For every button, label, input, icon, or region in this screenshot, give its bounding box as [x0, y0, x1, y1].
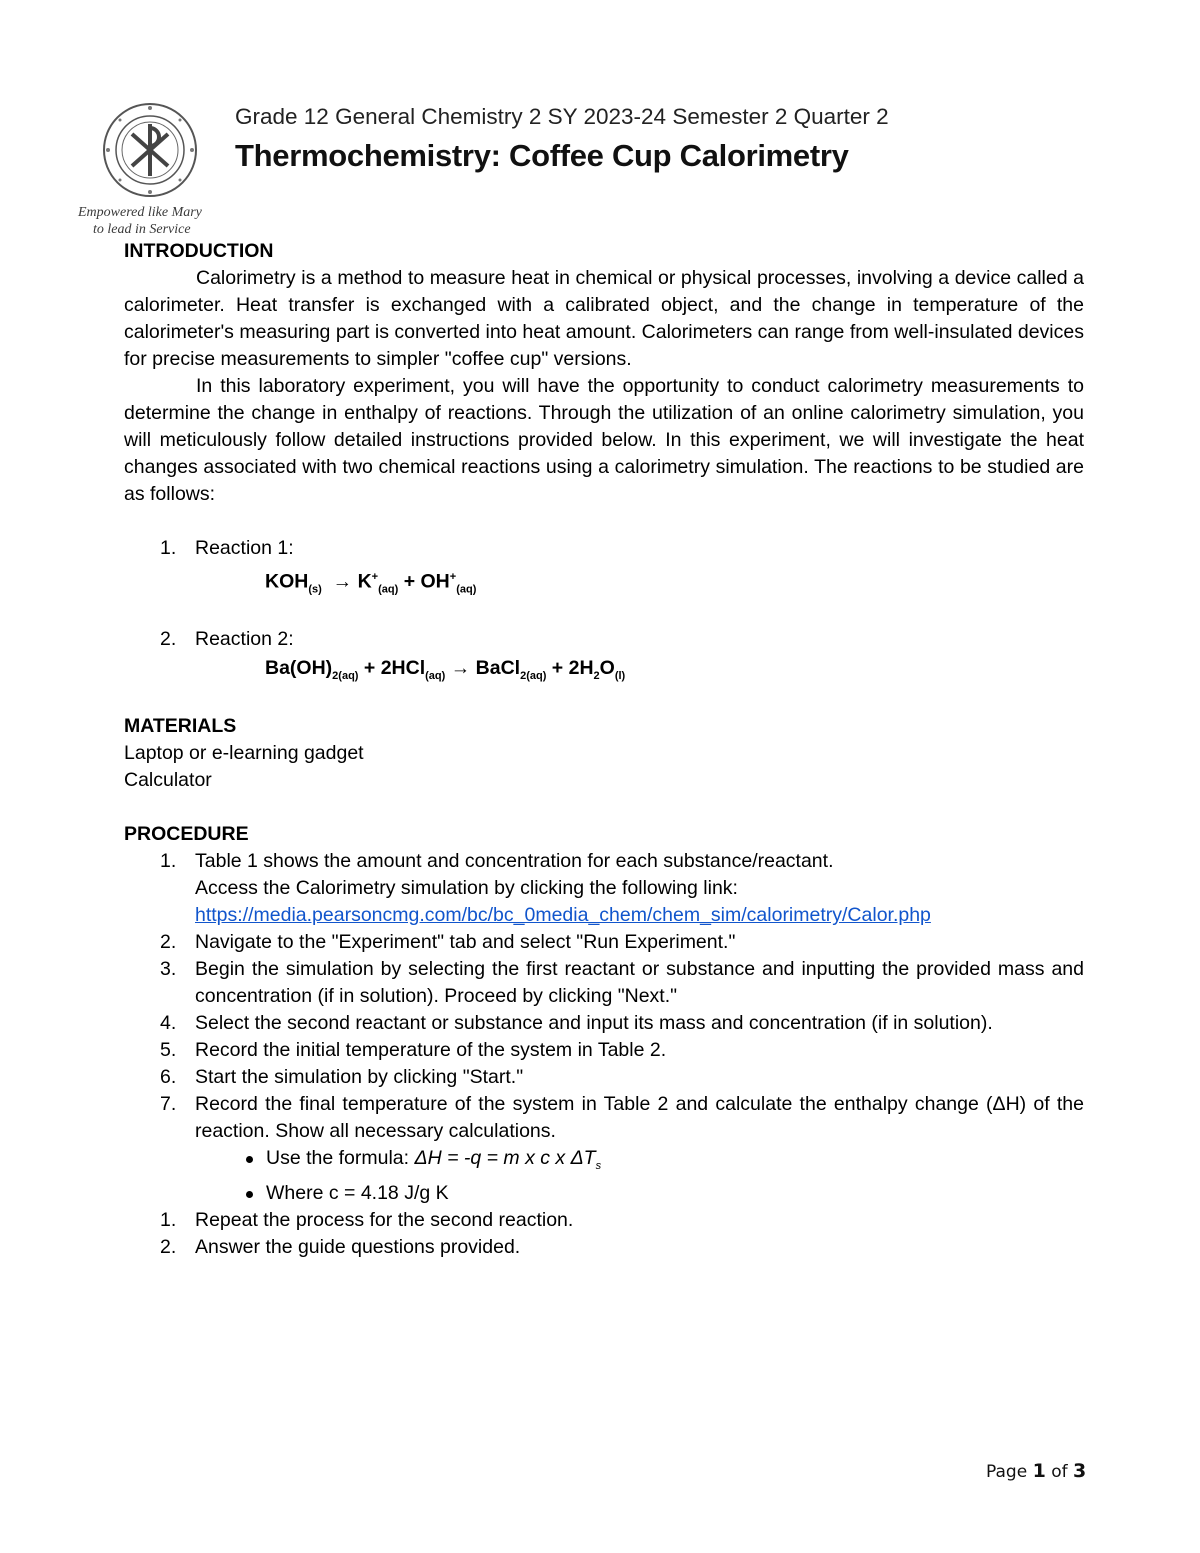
- reaction-list-1: [124, 535, 1084, 562]
- reaction-1-equation: $KOH_{(s)} \to K^+_{(aq)} + OH^+_{(aq)}$: [265, 570, 477, 596]
- procedure-step-6: [124, 1064, 1084, 1091]
- reaction-number: 2.: [160, 628, 177, 651]
- bullet-dot-icon: [246, 1156, 253, 1163]
- material-item: Laptop or e-learning gadget: [124, 742, 364, 765]
- formula-bullet: [124, 1145, 1084, 1180]
- document-subtitle: Grade 12 General Chemistry 2 SY 2023-24 Semester 2 Quarter 2: [235, 104, 889, 129]
- reaction-label: Reaction 2:: [195, 628, 294, 651]
- procedure-step-1: [124, 848, 1084, 929]
- material-item: Calculator: [124, 769, 212, 792]
- introduction-paragraph-1: Calorimetry is a method to measure heat in chemical or physical processes, involving a device called a calorimeter. Heat transfer is exchanged with a calibrated object, and the change in temperature of the calorimeter's measuring part is converted into heat amount. Calorimeters can range from well-insulated devices for precise measurements to simpler "coffee cup" versions.: [124, 267, 1084, 370]
- reaction-item-1: [124, 535, 1084, 562]
- step-text: Select the second reactant or substance and input its mass and concentration (if in solution).: [195, 1012, 993, 1035]
- procedure-step-3: [124, 956, 1084, 1010]
- calorimetry-simulation-link[interactable]: https://media.pearsoncmg.com/bc/bc_0media_chem/chem_sim/calorimetry/Calor.php: [195, 904, 931, 927]
- enthalpy-formula: ΔH = -q = m x c x $\Delta T_s$: [414, 1147, 602, 1173]
- step-text: Record the final temperature of the system in Table 2 and calculate the enthalpy change (ΔH) of the reaction. Show all necessary calculations.: [195, 1093, 1084, 1143]
- step-access-text: Access the Calorimetry simulation by clicking the following link:: [195, 877, 738, 900]
- step-number: 1.: [160, 850, 177, 873]
- step-number: 2.: [160, 931, 177, 954]
- school-seal-icon: [90, 100, 210, 200]
- introduction-paragraph-2: In this laboratory experiment, you will have the opportunity to conduct calorimetry measurements to determine the change in enthalpy of reactions. Through the utilization of an online calorimetry simulation, you will meticulously follow detailed instructions provided below. In this experiment, we will investigate the heat changes associated with two chemical reactions using a calorimetry simulation. The reactions to be studied are as follows:: [124, 375, 1084, 505]
- step-number: 2.: [160, 1236, 177, 1259]
- step-number: 7.: [160, 1093, 177, 1116]
- step-text: Repeat the process for the second reaction.: [195, 1209, 574, 1232]
- formula-prefix: Use the formula:: [266, 1147, 415, 1170]
- materials-heading: MATERIALS: [124, 715, 237, 738]
- introduction-heading: INTRODUCTION: [124, 240, 274, 262]
- motto-line-1: Empowered like Mary: [78, 205, 202, 220]
- procedure-heading: PROCEDURE: [124, 823, 249, 846]
- school-logo: [78, 100, 228, 238]
- document-title: Thermochemistry: Coffee Cup Calorimetry: [235, 138, 849, 173]
- reaction-number: 1.: [160, 537, 177, 559]
- procedure-step-5: [124, 1037, 1084, 1064]
- step-number: 1.: [160, 1209, 177, 1232]
- step-text: Record the initial temperature of the system in Table 2.: [195, 1039, 667, 1062]
- constant-bullet: [124, 1180, 1084, 1207]
- procedure-steps: [124, 848, 1084, 1145]
- procedure-step-7: [124, 1091, 1084, 1145]
- final-step-1: [124, 1207, 1084, 1234]
- procedure-step-4: [124, 1010, 1084, 1037]
- step-text: Begin the simulation by selecting the first reactant or substance and inputting the provided mass and concentration (if in solution). Proceed by clicking "Next.": [195, 958, 1084, 1008]
- page-number: Page 1 of 3: [986, 1460, 1087, 1482]
- motto-line-2: to lead in Service: [93, 222, 191, 237]
- reaction-label: Reaction 1:: [195, 537, 294, 559]
- step-number: 5.: [160, 1039, 177, 1062]
- step-text: Navigate to the "Experiment" tab and select "Run Experiment.": [195, 931, 736, 954]
- final-steps: [124, 1207, 1084, 1261]
- formula-bullets: [124, 1145, 1084, 1207]
- reaction-item-2: [124, 626, 1084, 653]
- step-number: 4.: [160, 1012, 177, 1035]
- reaction-2-equation: $Ba(OH)_{2(aq)} + 2HCl_{(aq)}$ → BaCl$_{2(aq)}$ + $2H_2O_{(l)}$: [265, 657, 626, 683]
- specific-heat-text: Where c = 4.18 J/g K: [266, 1182, 449, 1205]
- procedure-step-2: [124, 929, 1084, 956]
- step-text: Answer the guide questions provided.: [195, 1236, 521, 1259]
- bullet-dot-icon: [246, 1191, 253, 1198]
- school-motto: [78, 204, 228, 238]
- step-text: Start the simulation by clicking "Start.": [195, 1066, 524, 1089]
- step-text: Table 1 shows the amount and concentration for each substance/reactant.: [195, 850, 834, 873]
- document-body: [124, 238, 1084, 1261]
- final-step-2: [124, 1234, 1084, 1261]
- step-number: 6.: [160, 1066, 177, 1089]
- reaction-list-2: [124, 626, 1084, 653]
- step-number: 3.: [160, 958, 177, 981]
